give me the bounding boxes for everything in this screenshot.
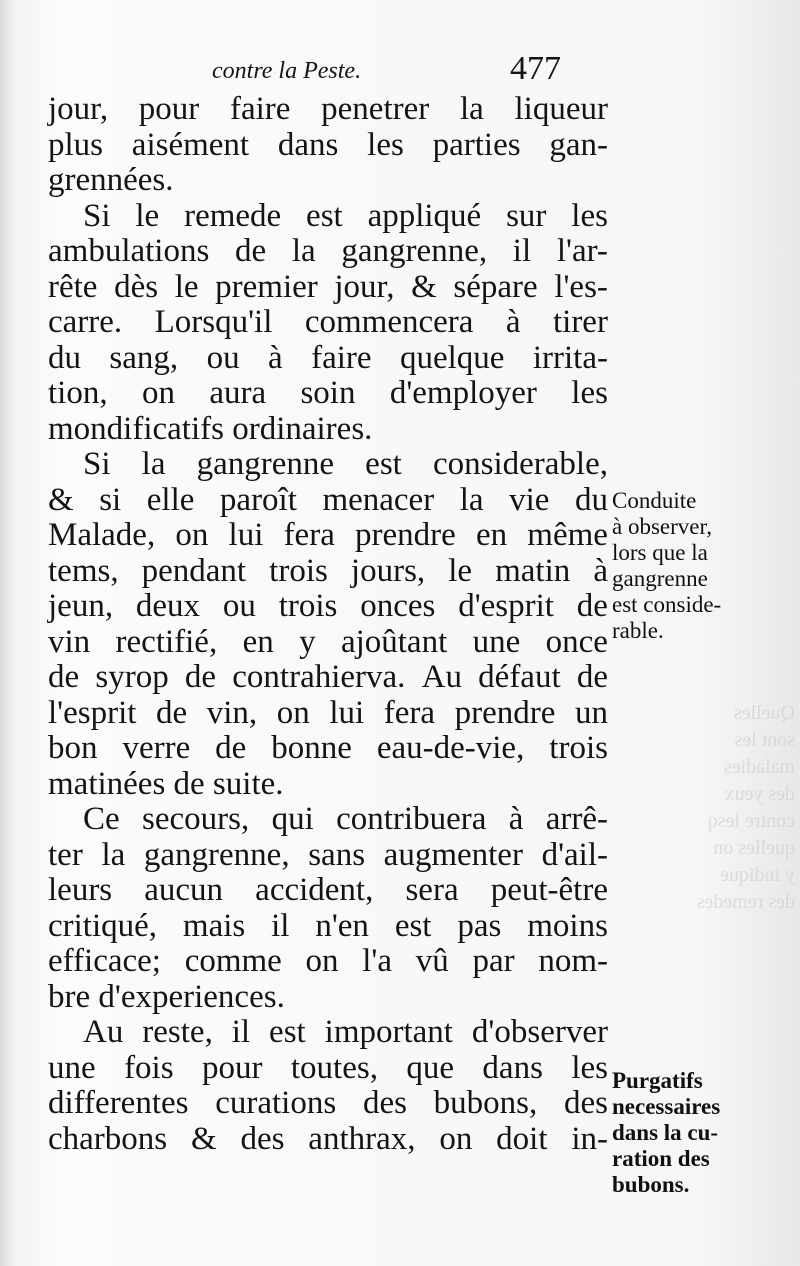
text-line: critiqué, mais il n'en est pas moins <box>48 907 608 944</box>
margin-line: rable. <box>612 618 664 643</box>
text-line: bre d'experiences. <box>48 978 285 1015</box>
text-line: & si elle paroît menacer la vie du <box>48 481 608 518</box>
margin-line: Conduite <box>612 488 697 513</box>
text-line: Si le remede est appliqué sur les <box>83 197 608 234</box>
text-line: ambulations de la gangrenne, il l'ar- <box>48 233 608 269</box>
text-line: tion, on aura soin d'employer les <box>48 375 608 411</box>
running-title: contre la Peste. <box>212 58 362 84</box>
text-line: mondificatifs ordinaires. <box>48 410 373 447</box>
margin-line: gangrenne <box>612 566 708 591</box>
text-line: une fois pour toutes, que dans les <box>48 1049 608 1086</box>
margin-line: necessaires <box>612 1094 721 1119</box>
text-line: differentes curations des bubons, des <box>48 1085 608 1121</box>
text-line: Malade, on lui fera prendre en même <box>48 517 608 553</box>
margin-note-conduite <box>612 488 790 644</box>
text-line: plus aisément dans les parties gan- <box>48 126 608 163</box>
page-header <box>200 50 600 96</box>
text-line: matinées de suite. <box>48 765 284 802</box>
page-number: 477 <box>510 50 561 87</box>
text-line: grennées. <box>48 162 174 198</box>
text-line: rête dès le premier jour, & sépare l'es- <box>48 268 608 305</box>
text-line: du sang, ou à faire quelque irrita- <box>48 339 608 376</box>
margin-note-purgatifs <box>612 1068 790 1198</box>
text-line: de syrop de contrahierva. Au défaut de <box>48 659 608 695</box>
margin-line: bubons. <box>612 1172 690 1197</box>
text-line: Ce secours, qui contribuera à arrê- <box>83 801 608 837</box>
margin-line: ration des <box>612 1146 710 1171</box>
bleed-through-text: Quelles sont les maladies des yeux contre lesq quelles on y indique des remedes <box>696 702 795 913</box>
text-line: tems, pendant trois jours, le matin à <box>48 552 608 589</box>
margin-line: Purgatifs <box>612 1068 703 1093</box>
margin-line: dans la cu- <box>612 1120 719 1145</box>
text-line: jeun, deux ou trois onces d'esprit de <box>48 588 608 624</box>
text-line: vin rectifié, en y ajoûtant une once <box>48 623 608 660</box>
body-text <box>48 92 608 1157</box>
margin-line: lors que la <box>612 540 708 565</box>
text-line: Au reste, il est important d'observer <box>83 1014 608 1050</box>
text-line: carre. Lorsqu'il commencera à tirer <box>48 304 608 340</box>
text-line: bon verre de bonne eau-de-vie, trois <box>48 730 608 766</box>
text-line: leurs aucun accident, sera peut-être <box>48 872 608 908</box>
text-line: ter la gangrenne, sans augmenter d'ail- <box>48 836 608 873</box>
text-line: Si la gangrenne est considerable, <box>83 446 608 482</box>
text-line: efficace; comme on l'a vû par nom- <box>48 943 608 979</box>
text-line: jour, pour faire penetrer la liqueur <box>48 91 608 127</box>
text-line: l'esprit de vin, on lui fera prendre un <box>48 694 608 731</box>
margin-line: à observer, <box>612 514 712 539</box>
text-line: charbons & des anthrax, on doit in- <box>48 1120 608 1157</box>
margin-line: est conside- <box>612 592 722 617</box>
